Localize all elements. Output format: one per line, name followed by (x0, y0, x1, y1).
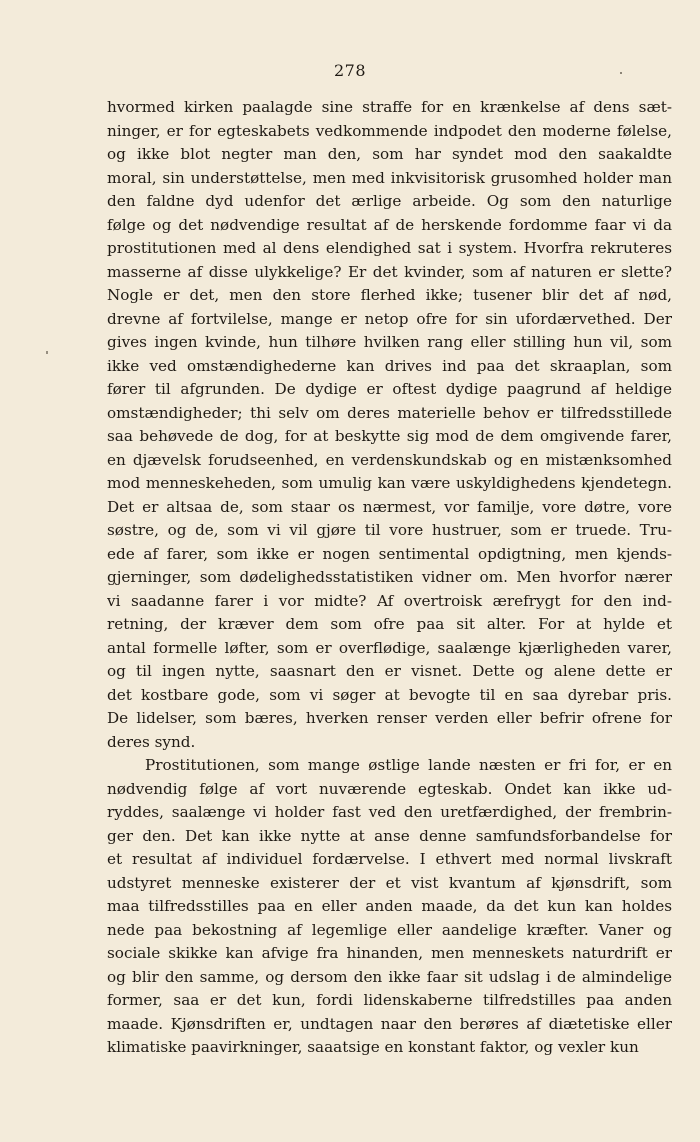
margin-tick-mark (46, 351, 48, 354)
text-line: Det er altsaa de, som staar os nærmest, vor familje, vore døtre, vore (107, 497, 672, 516)
text-line: antal formelle løfter, som er overflødige, saalænge kjærligheden varer, (107, 638, 672, 657)
text-line: Prostitutionen, som mange østlige lande næsten er fri for, er en (145, 756, 672, 774)
text-line: maa tilfredsstilles paa en eller anden maade, da det kun kan holdes (107, 897, 672, 915)
margin-dot-mark (620, 72, 622, 74)
text-line: masserne af disse ulykkelige? Er det kvinder, som af naturen er slette? (107, 262, 672, 281)
text-line: nede paa bekostning af legemlige eller aandelige kræfter. Vaner og (107, 920, 672, 939)
text-line: ikke ved omstændighederne kan drives ind paa det skraaplan, som (107, 356, 672, 375)
text-line: mod menneskeheden, som umulig kan være uskyldighedens kjendetegn. (107, 474, 672, 492)
body-text (107, 96, 672, 1060)
text-line: drevne af fortvilelse, mange er netop ofre for sin ufordærvethed. Der (107, 309, 672, 328)
text-line: en djævelsk forudseenhed, en verdenskundskab og en mistænksomhed (107, 450, 672, 469)
text-line: ninger, er for egteskabets vedkommende indpodet den moderne følelse, (107, 121, 672, 140)
text-line: vi saadanne farer i vor midte? Af overtroisk ærefrygt for den ind- (107, 591, 672, 610)
text-line: ger den. Det kan ikke nytte at anse denne samfundsforbandelse for (107, 826, 672, 845)
text-line: klimatiske paavirkninger, saaatsige en konstant faktor, og vexler kun (107, 1038, 639, 1056)
text-line: saa behøvede de dog, for at beskytte sig mod de dem omgivende farer, (107, 427, 672, 445)
text-line: prostitutionen med al dens elendighed sat i system. Hvorfra rekruteres (107, 239, 672, 257)
text-line: den faldne dyd udenfor det ærlige arbeide. Og som den naturlige (107, 192, 672, 210)
text-line: deres synd. (107, 732, 196, 751)
text-line: De lidelser, som bæres, hverken renser verden eller befrir ofrene for (107, 709, 672, 727)
text-line: ryddes, saalænge vi holder fast ved den uretfærdighed, der frembrin- (107, 803, 672, 821)
text-line: udstyret menneske existerer der et vist kvantum af kjønsdrift, som (107, 873, 672, 892)
text-line: gives ingen kvinde, hun tilhøre hvilken rang eller stilling hun vil, som (107, 333, 672, 351)
page-number: 278 (333, 61, 367, 80)
text-line: hvormed kirken paalagde sine straffe for en krænkelse af dens sæt- (107, 98, 672, 116)
text-line: Nogle er det, men den store flerhed ikke; tusener blir det af nød, (107, 286, 672, 304)
text-line: et resultat af individuel fordærvelse. I ethvert med normal livskraft (107, 850, 672, 868)
text-line: søstre, og de, som vi vil gjøre til vore hustruer, som er truede. Tru- (107, 521, 672, 539)
text-line: og ikke blot negter man den, som har syndet mod den saakaldte (107, 145, 672, 163)
text-line: retning, der kræver dem som ofre paa sit alter. For at hylde et (107, 615, 672, 633)
text-line: omstændigheder; thi selv om deres materielle behov er tilfredsstillede (107, 403, 672, 422)
text-line: former, saa er det kun, fordi lidenskaberne tilfredstilles paa anden (107, 991, 672, 1009)
text-line: sociale skikke kan afvige fra hinanden, men menneskets naturdrift er (107, 944, 672, 962)
text-line: det kostbare gode, som vi søger at bevogte til en saa dyrebar pris. (107, 685, 672, 704)
text-line: nødvendig følge af vort nuværende egteskab. Ondet kan ikke ud- (107, 779, 672, 798)
text-line: og til ingen nytte, saasnart den er visnet. Dette og alene dette er (107, 662, 672, 680)
text-line: følge og det nødvendige resultat af de herskende fordomme faar vi da (107, 215, 672, 234)
text-line: moral, sin understøttelse, men med inkvisitorisk grusomhed holder man (107, 168, 672, 187)
text-line: ede af farer, som ikke er nogen sentimental opdigtning, men kjends- (107, 544, 672, 563)
text-line: maade. Kjønsdriften er, undtagen naar den berøres af diætetiske eller (107, 1014, 672, 1033)
text-line: fører til afgrunden. De dydige er oftest dydige paagrund af heldige (107, 380, 672, 398)
text-line: og blir den samme, og dersom den ikke faar sit udslag i de almindelige (107, 967, 672, 986)
text-line: gjerninger, som dødelighedsstatistiken vidner om. Men hvorfor nærer (107, 568, 672, 586)
